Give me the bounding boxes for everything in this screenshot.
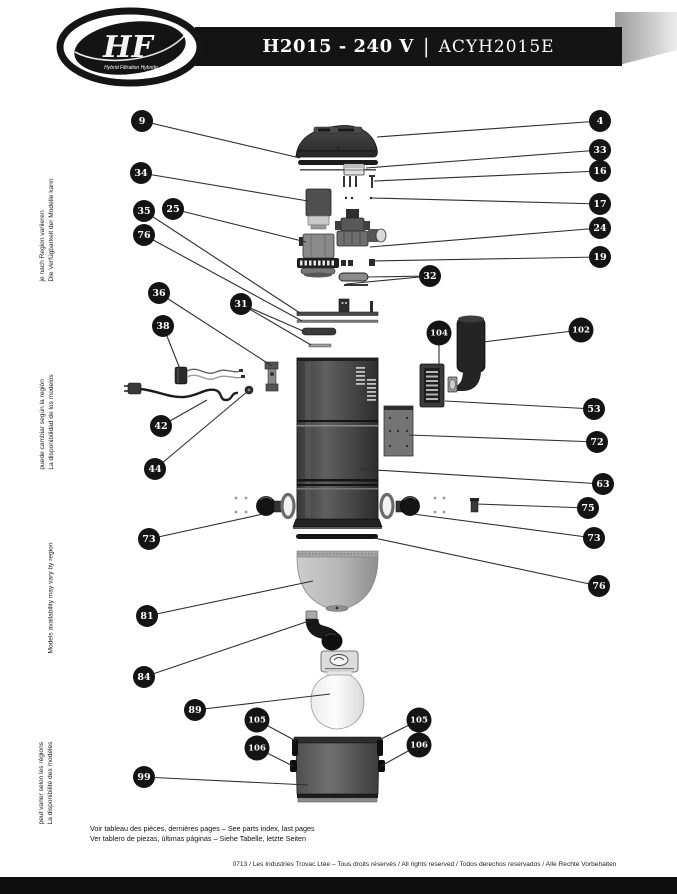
- svg-text:19: 19: [593, 252, 607, 263]
- tank-ring-part: [296, 534, 378, 539]
- callout-34: [130, 162, 152, 184]
- svg-text:9: 9: [138, 116, 146, 127]
- callout-32: [419, 265, 441, 287]
- mounting-plate-part: [297, 299, 378, 347]
- lid-gasket-part: [298, 160, 378, 171]
- inlet-gasket-left-part: [282, 495, 294, 518]
- callout-24: [589, 217, 611, 239]
- side-note-es: La disponibilidad de los modelos puede cambiar según la región: [39, 374, 55, 470]
- callout-84: [133, 666, 155, 688]
- svg-text:76: 76: [137, 230, 151, 241]
- muffler-part: [448, 316, 485, 393]
- svg-text:33: 33: [593, 145, 607, 156]
- svg-text:36: 36: [152, 288, 166, 299]
- callout-81: [136, 605, 158, 627]
- svg-text:104: 104: [430, 328, 448, 339]
- motor-cover-part: [306, 189, 331, 229]
- bottom-bar: [0, 877, 677, 894]
- svg-text:38: 38: [156, 321, 170, 332]
- svg-text:16: 16: [593, 166, 607, 177]
- svg-text:34: 34: [134, 168, 148, 179]
- side-note-de: Die Verfügbarkeit der Modelle kann je nach Region variieren: [39, 178, 55, 282]
- side-note-fr: La disponibilité des modèles peut varier selon les régions: [38, 741, 54, 825]
- svg-text:99: 99: [137, 772, 151, 783]
- callout-76: [588, 575, 610, 597]
- copyright-text: 0713 / Les Industries Trovac Ltée – Tous droits réservés / All rights reserved / Todos derechos reservados / Alle Rechte Vorbehalten: [232, 861, 617, 868]
- svg-text:102: 102: [572, 325, 590, 336]
- svg-text:75: 75: [581, 503, 595, 514]
- title-banner: [195, 27, 622, 66]
- svg-text:32: 32: [423, 271, 437, 282]
- callout-38: [152, 315, 174, 337]
- callout-19: [589, 246, 611, 268]
- svg-text:105: 105: [410, 715, 428, 726]
- callout-104: [427, 321, 452, 346]
- inlet-gasket-right-part: [381, 495, 393, 518]
- callout-73: [583, 527, 605, 549]
- svg-text:76: 76: [592, 581, 606, 592]
- svg-text:106: 106: [410, 740, 428, 751]
- title-separator: |: [422, 33, 430, 58]
- callout-25: [162, 198, 184, 220]
- inlet-fitting-right-part: [396, 497, 445, 516]
- bucket-part: [290, 737, 385, 802]
- callout-106: [407, 733, 432, 758]
- latch-clip-left-part: [290, 760, 297, 772]
- callout-99: [133, 766, 155, 788]
- side-note-en: Models availability may vary by region: [47, 542, 55, 654]
- corner-shade: [615, 12, 677, 66]
- power-cord-part: [124, 383, 238, 400]
- svg-text:44: 44: [148, 464, 162, 475]
- tank-part: [293, 358, 382, 529]
- motor-cap-part: [344, 164, 364, 175]
- brand-logo: [55, 6, 205, 88]
- callout-53: [583, 398, 605, 420]
- lid-dome-part: [296, 126, 377, 157]
- screw-part: [470, 498, 479, 512]
- svg-text:105: 105: [248, 715, 266, 726]
- callout-9: [131, 110, 153, 132]
- svg-text:63: 63: [596, 479, 610, 490]
- callout-16: [589, 160, 611, 182]
- svg-text:89: 89: [188, 705, 202, 716]
- elbow-part: [306, 611, 343, 651]
- terminal-block-part: [175, 367, 245, 384]
- inlet-fitting-left-part: [235, 497, 282, 516]
- callout-75: [577, 497, 599, 519]
- svg-text:35: 35: [137, 206, 151, 217]
- svg-text:106: 106: [248, 743, 266, 754]
- callout-42: [150, 415, 172, 437]
- callout-72: [586, 431, 608, 453]
- latch-tab-left-part: [292, 739, 298, 756]
- callout-36: [148, 282, 170, 304]
- callout-73: [138, 528, 160, 550]
- callout-106: [245, 736, 270, 761]
- svg-text:73: 73: [142, 534, 156, 545]
- latch-tab-right-part: [377, 739, 383, 756]
- svg-text:25: 25: [166, 204, 180, 215]
- mounting-bracket-plate-part: [384, 406, 413, 456]
- logo-tagline: Hybrid Filtration Hybride: [104, 65, 158, 71]
- callout-102: [569, 318, 594, 343]
- logo-initials: HF: [103, 30, 153, 65]
- svg-text:24: 24: [593, 223, 607, 234]
- svg-text:31: 31: [234, 299, 248, 310]
- parts-index-note: Voir tableau des pièces, dernières pages – See parts index, last pages Ver tablero de piezas, últimas páginas – Siehe Tabelle, letzte Seiten: [90, 824, 315, 844]
- model-code: ACYH2015E: [438, 36, 555, 57]
- callout-76: [133, 224, 155, 246]
- valve-assembly-part: [335, 209, 386, 246]
- svg-text:84: 84: [137, 672, 151, 683]
- svg-text:53: 53: [587, 404, 601, 415]
- screws-part: [343, 175, 375, 199]
- callout-33: [589, 139, 611, 161]
- svg-text:73: 73: [587, 533, 601, 544]
- callout-35: [133, 200, 155, 222]
- dust-bag-part: [311, 651, 364, 729]
- motor-part: [297, 234, 339, 278]
- bracket-part: [265, 362, 278, 391]
- callout-44: [144, 458, 166, 480]
- svg-text:72: 72: [590, 437, 604, 448]
- svg-text:81: 81: [140, 611, 154, 622]
- svg-text:17: 17: [593, 199, 607, 210]
- motor-gasket-part: [339, 273, 368, 286]
- callout-105: [407, 708, 432, 733]
- callout-31: [230, 293, 252, 315]
- exhaust-filter-part: [420, 364, 444, 407]
- callout-63: [592, 473, 614, 495]
- callout-17: [589, 193, 611, 215]
- svg-text:42: 42: [154, 421, 168, 432]
- callout-4: [589, 110, 611, 132]
- model-title: H2015 - 240 V: [262, 36, 414, 57]
- svg-text:4: 4: [596, 116, 604, 127]
- fasteners-part: [341, 259, 375, 266]
- callout-89: [184, 699, 206, 721]
- callout-105: [245, 708, 270, 733]
